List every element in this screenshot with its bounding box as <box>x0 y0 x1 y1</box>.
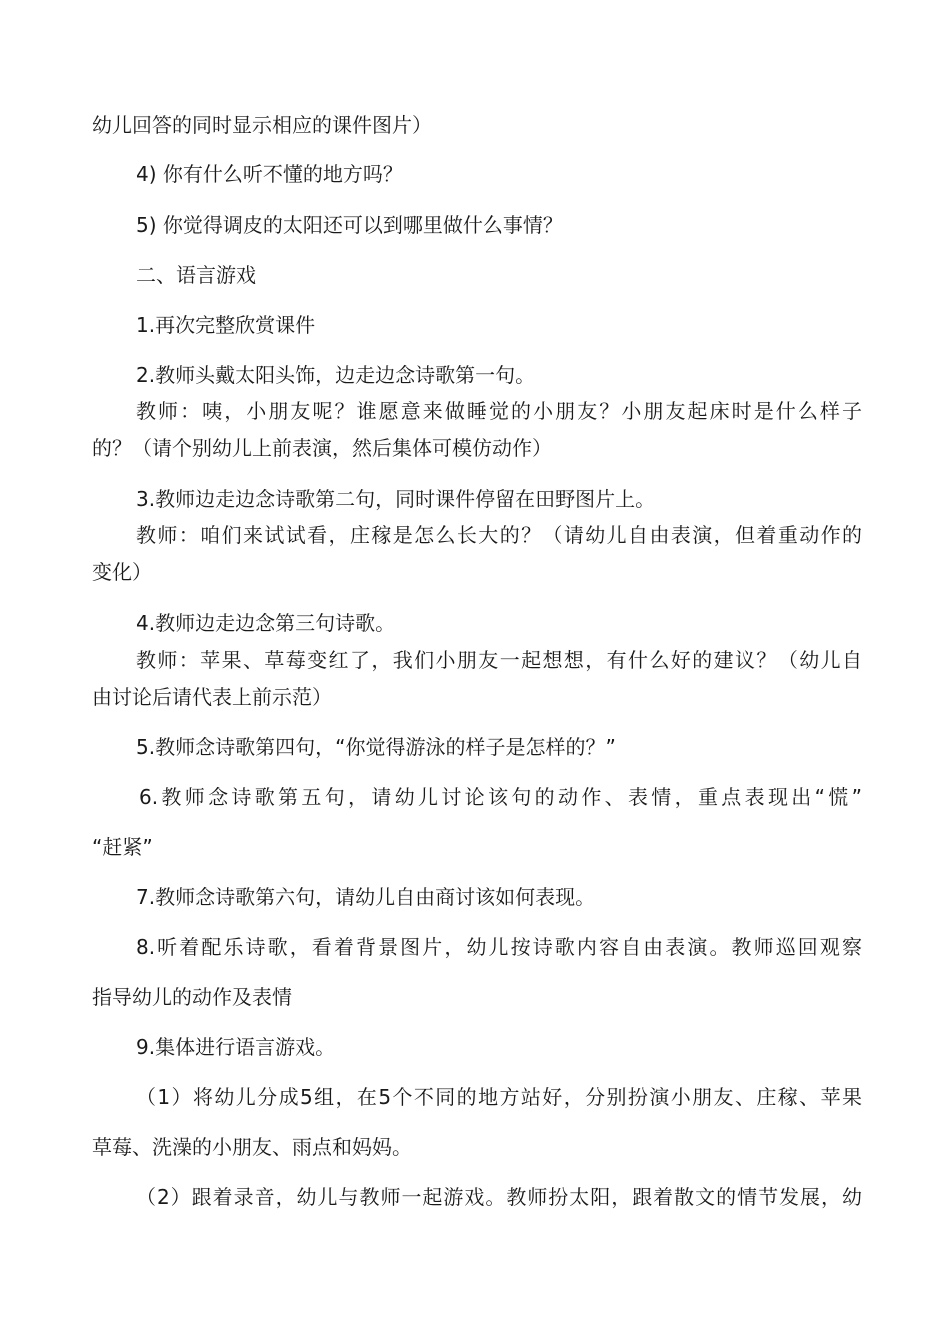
section-heading: 二、语言游戏 <box>136 263 256 287</box>
text-line: 5) 你觉得调皮的太阳还可以到哪里做什么事情？ <box>136 213 563 237</box>
text-line: 2.教师头戴太阳头饰，边走边念诗歌第一句。 <box>136 363 536 387</box>
text-line: 变化） <box>92 560 152 584</box>
text-line: 草莓、洗澡的小朋友、雨点和妈妈。 <box>92 1135 412 1159</box>
text-line: 9.集体进行语言游戏。 <box>136 1035 336 1059</box>
text-line: 指导幼儿的动作及表情 <box>92 985 292 1009</box>
text-line: 7.教师念诗歌第六句，请幼儿自由商讨该如何表现。 <box>136 885 596 909</box>
text-line: 4) 你有什么听不懂的地方吗？ <box>136 162 403 186</box>
text-line: 幼儿回答的同时显示相应的课件图片） <box>92 113 432 137</box>
text-line: 6.教师念诗歌第五句，请幼儿讨论该句的动作、表情，重点表现出“慌” <box>139 785 862 809</box>
text-line: 教师：苹果、草莓变红了，我们小朋友一起想想，有什么好的建议？（幼儿自 <box>136 648 862 672</box>
text-line: 由讨论后请代表上前示范） <box>92 685 332 709</box>
text-line: （2）跟着录音，幼儿与教师一起游戏。教师扮太阳，跟着散文的情节发展，幼 <box>136 1185 862 1209</box>
text-line: 1.再次完整欣赏课件 <box>136 313 316 337</box>
text-line: “赶紧” <box>92 835 153 859</box>
text-line: 教师：咦，小朋友呢？谁愿意来做睡觉的小朋友？小朋友起床时是什么样子 <box>136 399 862 423</box>
text-line: 的？（请个别幼儿上前表演，然后集体可模仿动作） <box>92 436 552 460</box>
text-line: 8.听着配乐诗歌，看着背景图片，幼儿按诗歌内容自由表演。教师巡回观察 <box>136 935 862 959</box>
text-line: 3.教师边走边念诗歌第二句，同时课件停留在田野图片上。 <box>136 487 656 511</box>
text-line: 5.教师念诗歌第四句，“你觉得游泳的样子是怎样的？” <box>136 735 616 759</box>
text-line: （1）将幼儿分成5组，在5个不同的地方站好，分别扮演小朋友、庄稼、苹果 <box>136 1085 862 1109</box>
text-line: 4.教师边走边念第三句诗歌。 <box>136 611 396 635</box>
text-line: 教师：咱们来试试看，庄稼是怎么长大的？（请幼儿自由表演，但着重动作的 <box>136 523 862 547</box>
